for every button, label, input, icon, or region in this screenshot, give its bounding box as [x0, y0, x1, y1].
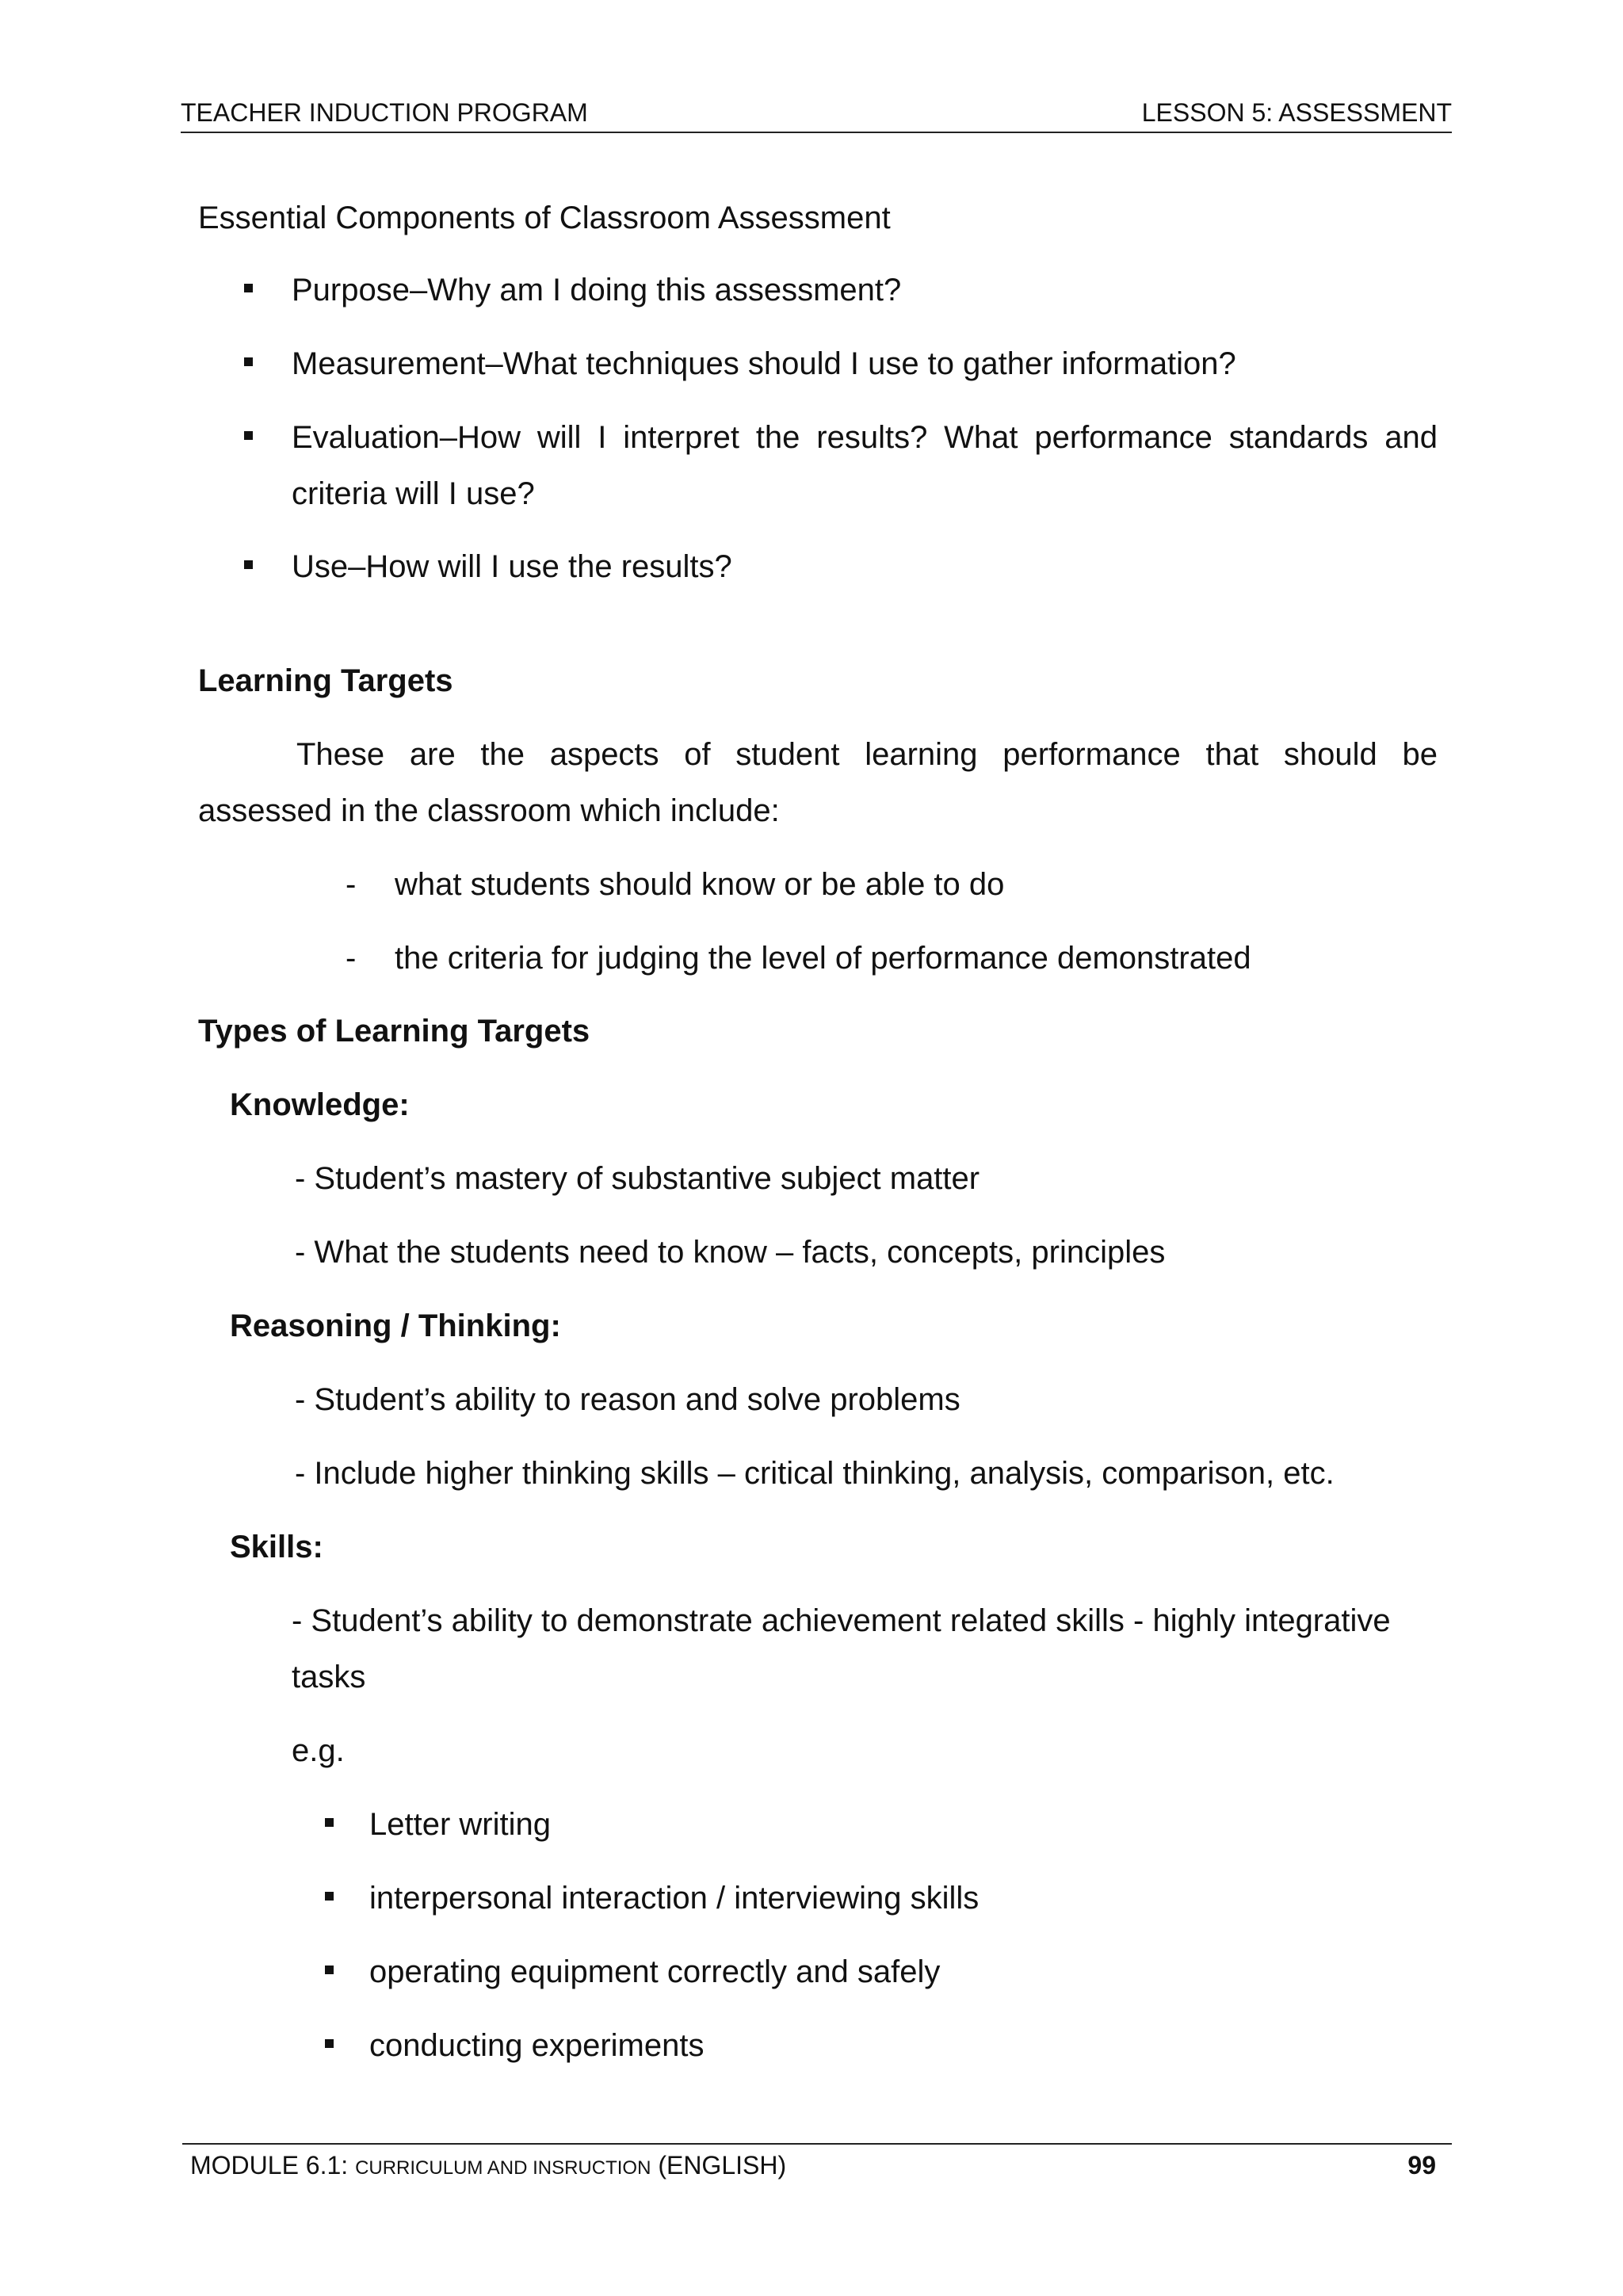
- learning-target-item: what students should know or be able to do: [395, 867, 1005, 902]
- knowledge-item: - What the students need to know – facts, concepts, principles: [295, 1235, 1166, 1270]
- reasoning-heading: Reasoning / Thinking:: [230, 1308, 561, 1343]
- header-program: TEACHER INDUCTION PROGRAM: [181, 98, 588, 127]
- skills-heading: Skills:: [230, 1530, 323, 1564]
- types-heading: Types of Learning Targets: [198, 1014, 590, 1049]
- component-evaluation-cont: criteria will I use?: [292, 476, 535, 511]
- component-evaluation: Evaluation–How will I interpret the results? What performance standards and: [292, 420, 1438, 455]
- footer-module: [190, 2151, 786, 2180]
- bullet-icon: [244, 431, 253, 440]
- learning-targets-para-line2: assessed in the classroom which include:: [198, 793, 780, 828]
- skills-description: - Student’s ability to demonstrate achievement related skills - highly integrative: [292, 1603, 1391, 1638]
- running-header: [181, 97, 1452, 133]
- page-number: 99: [1407, 2151, 1436, 2179]
- bullet-icon: [244, 284, 253, 292]
- footer-module-number: MODULE 6.1:: [190, 2151, 349, 2179]
- component-measurement: Measurement–What techniques should I use to gather information?: [292, 346, 1236, 381]
- skill-example: interpersonal interaction / interviewing skills: [369, 1881, 980, 1916]
- bullet-icon: [325, 1818, 334, 1827]
- skills-eg-label: e.g.: [292, 1733, 345, 1768]
- running-footer: [182, 2143, 1452, 2184]
- reasoning-item: - Include higher thinking skills – critical thinking, analysis, comparison, etc.: [295, 1456, 1335, 1491]
- dash-marker: -: [346, 941, 357, 976]
- components-title: Essential Components of Classroom Assessment: [198, 201, 891, 235]
- bullet-icon: [325, 2039, 334, 2048]
- footer-course: CURRICULUM AND INSRUCTION: [355, 2157, 651, 2179]
- dash-marker: -: [346, 867, 357, 902]
- learning-targets-para-line1: These are the aspects of student learning performance that should be: [296, 737, 1438, 772]
- component-use: Use–How will I use the results?: [292, 549, 732, 584]
- skill-example: Letter writing: [369, 1807, 551, 1842]
- component-purpose: Purpose–Why am I doing this assessment?: [292, 273, 902, 308]
- footer-language: (ENGLISH): [658, 2151, 787, 2179]
- knowledge-heading: Knowledge:: [230, 1087, 410, 1122]
- header-lesson: LESSON 5: ASSESSMENT: [1141, 98, 1452, 127]
- bullet-icon: [325, 1966, 334, 1974]
- skills-description-cont: tasks: [292, 1660, 366, 1694]
- reasoning-item: - Student’s ability to reason and solve problems: [295, 1382, 960, 1417]
- bullet-icon: [325, 1892, 334, 1901]
- skill-example: operating equipment correctly and safely: [369, 1954, 941, 1989]
- skill-example: conducting experiments: [369, 2028, 705, 2063]
- learning-target-item: the criteria for judging the level of performance demonstrated: [395, 941, 1251, 976]
- bullet-icon: [244, 357, 253, 366]
- bullet-icon: [244, 560, 253, 569]
- knowledge-item: - Student’s mastery of substantive subject matter: [295, 1161, 980, 1196]
- learning-targets-heading: Learning Targets: [198, 663, 453, 698]
